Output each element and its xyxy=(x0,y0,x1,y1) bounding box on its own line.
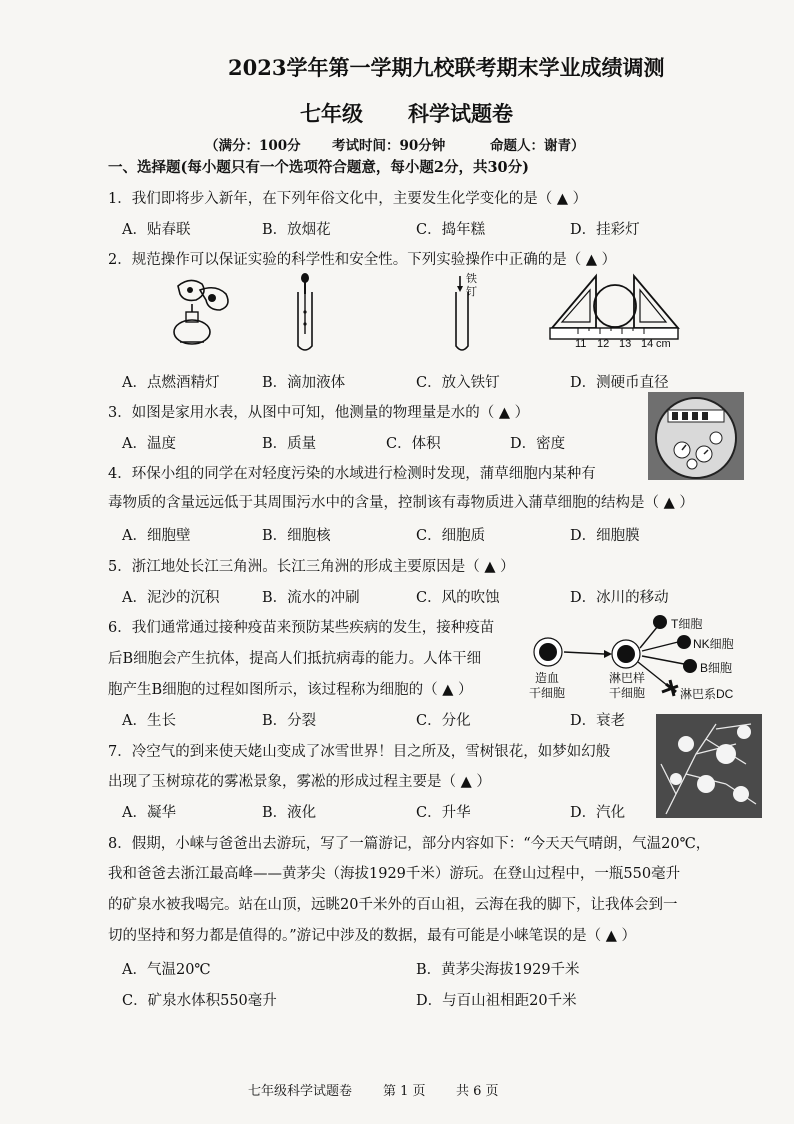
ruler-unit: cm xyxy=(656,338,671,350)
question-4-option-d: D．细胞膜 xyxy=(570,528,640,544)
question-8-option-c: C．矿泉水体积550毫升 xyxy=(122,993,277,1009)
question-4-option-c: C．细胞质 xyxy=(416,528,486,544)
question-7-line-2: 出现了玉树琼花的雾凇景象，雾凇的形成过程主要是（ ▲ ） xyxy=(108,774,491,790)
question-8-option-a: A．气温20℃ xyxy=(122,962,211,978)
stem-cell-label-2: 干细胞 xyxy=(529,686,566,700)
question-2-stem: 2．规范操作可以保证实验的科学性和安全性。下列实验操作中正确的是（ ▲ ） xyxy=(108,252,617,268)
question-7-option-a: A．凝华 xyxy=(122,805,176,821)
question-4-line-1: 4．环保小组的同学在对轻度污染的水域进行检测时发现，蒲草细胞内某种有 xyxy=(108,466,596,482)
ruler-tick-11: 11 xyxy=(575,338,587,350)
question-8-line-2: 我和爸爸去浙江最高峰——黄茅尖（海拔1929千米）游玩。在登山过程中，一瓶550毫升 xyxy=(108,866,681,882)
stem-cell-label-1: 造血 xyxy=(535,671,560,685)
question-8-line-3: 的矿泉水被我喝完。站在山顶，远眺20千米外的百山祖，云海在我的脚下，让我体会到一 xyxy=(108,897,678,913)
question-7-option-b: B．液化 xyxy=(262,805,317,821)
question-4-line-2: 毒物质的含量远远低于其周围污水中的含量，控制该有毒物质进入蒲草细胞的结构是（ ▲ ） xyxy=(108,495,694,511)
question-2-option-b: B．滴加液体 xyxy=(262,375,346,391)
question-8-option-d: D．与百山祖相距20千米 xyxy=(416,993,577,1009)
question-6-line-1: 6．我们通常通过接种疫苗来预防某些疾病的发生，接种疫苗 xyxy=(108,620,495,636)
question-4-option-a: A．细胞壁 xyxy=(122,528,191,544)
grade-label: 七年级 xyxy=(300,101,363,126)
question-1-option-b: B．放烟花 xyxy=(262,222,331,238)
question-4-option-b: B．细胞核 xyxy=(262,528,331,544)
alcohol-lamp-illustration xyxy=(150,276,246,352)
water-meter-photo xyxy=(648,392,744,480)
question-7-line-1: 7．冷空气的到来使天姥山变成了冰雪世界！目之所及，雪树银花，如梦如幻般 xyxy=(108,744,611,760)
footer-paper-name: 七年级科学试题卷 xyxy=(248,1084,353,1099)
t-cell-label: T细胞 xyxy=(671,617,703,631)
question-1-option-c: C．捣年糕 xyxy=(416,222,486,238)
question-2-option-a: A．点燃酒精灯 xyxy=(122,375,220,391)
question-3-option-d: D．密度 xyxy=(510,436,566,452)
question-5-option-c: C．风的吹蚀 xyxy=(416,590,500,606)
question-5-option-a: A．泥沙的沉积 xyxy=(122,590,220,606)
question-7-option-c: C．升华 xyxy=(416,805,471,821)
question-8-option-b: B．黄茅尖海拔1929千米 xyxy=(416,962,580,978)
question-6-option-a: A．生长 xyxy=(122,713,176,729)
footer-page-number: 第 1 页 xyxy=(383,1084,426,1099)
question-1-option-d: D．挂彩灯 xyxy=(570,222,640,238)
nk-cell-label: NK细胞 xyxy=(693,637,734,651)
score-info: （满分：100分 xyxy=(205,138,301,154)
question-7-option-d: D．汽化 xyxy=(570,805,626,821)
question-5-option-d: D．冰川的移动 xyxy=(570,590,669,606)
ruler-tick-12: 12 xyxy=(597,338,610,350)
paper-name: 科学试题卷 xyxy=(408,101,513,126)
question-8-line-4: 切的坚持和努力都是值得的。”游记中涉及的数据，最有可能是小崃笔误的是（ ▲ ） xyxy=(108,928,637,944)
footer-total-pages: 共 6 页 xyxy=(456,1084,499,1099)
dc-label: 淋巴系DC xyxy=(680,687,734,701)
rime-frost-photo xyxy=(656,714,762,818)
question-6-line-3: 胞产生B细胞的过程如图所示，该过程称为细胞的（ ▲ ） xyxy=(108,682,473,698)
ruler-tick-13: 13 xyxy=(619,338,632,350)
ruler-tick-14: 14 xyxy=(641,338,654,350)
author-info: 命题人：谢青） xyxy=(490,138,585,154)
nail-label-1: 铁 xyxy=(466,273,477,285)
question-5-option-b: B．流水的冲刷 xyxy=(262,590,360,606)
b-cell-label: B细胞 xyxy=(700,661,733,675)
question-1-option-a: A．贴春联 xyxy=(122,222,191,238)
question-3-option-b: B．质量 xyxy=(262,436,317,452)
question-1-stem: 1．我们即将步入新年，在下列年俗文化中，主要发生化学变化的是（ ▲ ） xyxy=(108,191,588,207)
lymphoid-cell-label-1: 淋巴样 xyxy=(609,671,646,685)
question-6-option-d: D．衰老 xyxy=(570,713,626,729)
question-6-option-c: C．分化 xyxy=(416,713,471,729)
test-tube-dropper-illustration xyxy=(290,272,320,356)
question-2-option-d: D．测硬币直径 xyxy=(570,375,669,391)
ruler-coin-illustration xyxy=(548,272,680,340)
question-5-stem: 5．浙江地处长江三角洲。长江三角洲的形成主要原因是（ ▲ ） xyxy=(108,559,515,575)
question-3-stem: 3．如图是家用水表，从图中可知，他测量的物理量是水的（ ▲ ） xyxy=(108,405,530,421)
page-title: 2023学年第一学期九校联考期末学业成绩调测 xyxy=(228,55,665,80)
question-2-option-c: C．放入铁钉 xyxy=(416,375,500,391)
nail-label-2: 钉 xyxy=(466,286,477,298)
lymphoid-cell-label-2: 干细胞 xyxy=(609,686,646,700)
question-8-line-1: 8．假期，小崃与爸爸出去游玩，写了一篇游记，部分内容如下：“今天天气晴朗，气温20℃， xyxy=(108,836,711,852)
section-heading: 一、选择题(每小题只有一个选项符合题意，每小题2分，共30分) xyxy=(108,159,529,176)
time-info: 考试时间：90分钟 xyxy=(332,138,446,154)
question-6-line-2: 后B细胞会产生抗体，提高人们抵抗病毒的能力。人体干细 xyxy=(108,651,482,667)
question-6-option-b: B．分裂 xyxy=(262,713,317,729)
question-3-option-c: C．体积 xyxy=(386,436,441,452)
question-3-option-a: A．温度 xyxy=(122,436,176,452)
